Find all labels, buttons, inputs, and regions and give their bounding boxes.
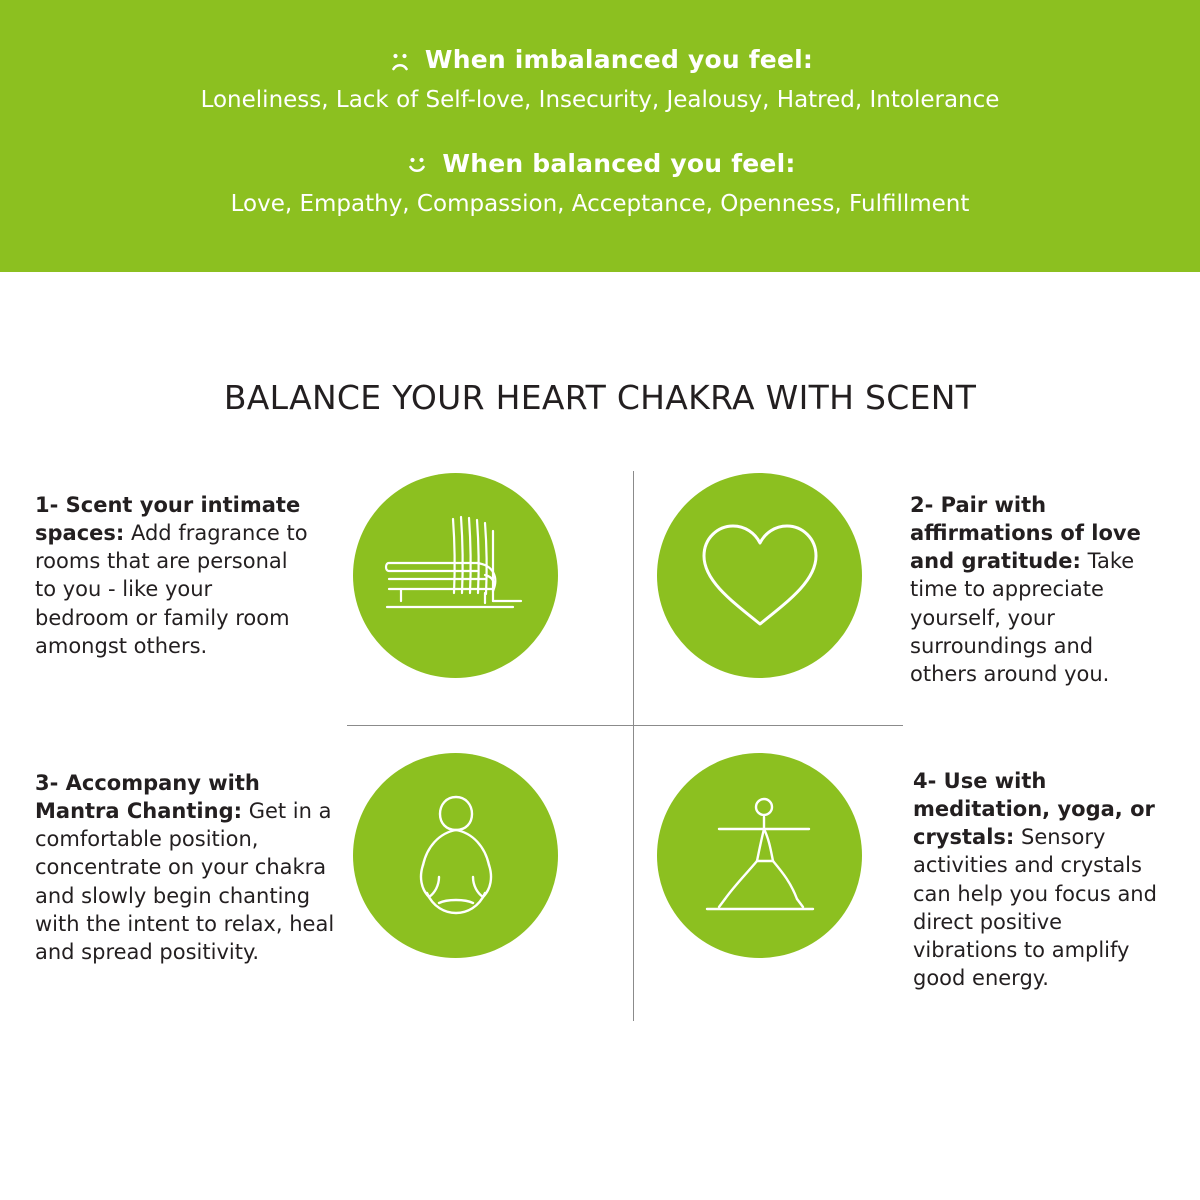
feelings-banner: [0, 0, 1200, 272]
meditation-pose-icon: [353, 753, 558, 958]
yoga-warrior-pose-icon: [657, 753, 862, 958]
tip-2-lead: 2- Pair with affirmations of love and gratitude:: [910, 493, 1141, 574]
tip-2-icon-wrap: [657, 473, 862, 678]
tip-3-text: [35, 753, 335, 966]
tip-4-icon-wrap: [657, 753, 862, 958]
tip-1-icon-wrap: [353, 473, 558, 678]
tip-3-body: Get in a comfortable position, concentrate on your chakra and slowly begin chanting with the intent to relax, heal and spread positivity.: [35, 799, 335, 964]
tip-1-lead: 1- Scent your intimate spaces:: [35, 493, 301, 546]
tip-4: [635, 753, 1165, 992]
tip-2-body: Take time to appreciate yourself, your surroundings and others around you.: [910, 549, 1135, 686]
imbalanced-heading: When imbalanced you feel:: [424, 45, 814, 74]
banner-spacer: [0, 114, 1200, 150]
tip-2: [635, 473, 1165, 688]
tip-4-lead: 4- Use with meditation, yoga, or crystals:: [913, 769, 1155, 850]
page-title: BALANCE YOUR HEART CHAKRA WITH SCENT: [223, 378, 977, 417]
tip-1: [35, 473, 605, 660]
tip-1-text: [35, 473, 311, 660]
tip-3: [35, 753, 605, 966]
tip-3-lead: 3- Accompany with Mantra Chanting:: [35, 771, 260, 824]
imbalanced-list: Loneliness, Lack of Self-love, Insecurity, Jealousy, Hatred, Intolerance: [200, 86, 1000, 113]
balanced-heading-row: [0, 150, 1200, 178]
tips-grid: [35, 463, 1165, 1063]
tip-3-icon-wrap: [353, 753, 558, 958]
smiling-face-icon: [404, 153, 430, 179]
heart-icon: [657, 473, 862, 678]
vertical-divider: [633, 471, 634, 1021]
sofa-icon: [353, 473, 558, 678]
frowning-face-icon: [387, 49, 413, 75]
horizontal-divider: [347, 725, 903, 726]
balanced-list: Love, Empathy, Compassion, Acceptance, Openness, Fulfillment: [230, 190, 970, 217]
tip-1-body: Add fragrance to rooms that are personal to you - like your bedroom or family room amongst others.: [35, 521, 308, 658]
tip-4-body: Sensory activities and crystals can help you focus and direct positive vibrations to amplify good energy.: [913, 825, 1157, 990]
imbalanced-heading-row: [0, 46, 1200, 74]
balanced-heading: When balanced you feel:: [442, 149, 796, 179]
